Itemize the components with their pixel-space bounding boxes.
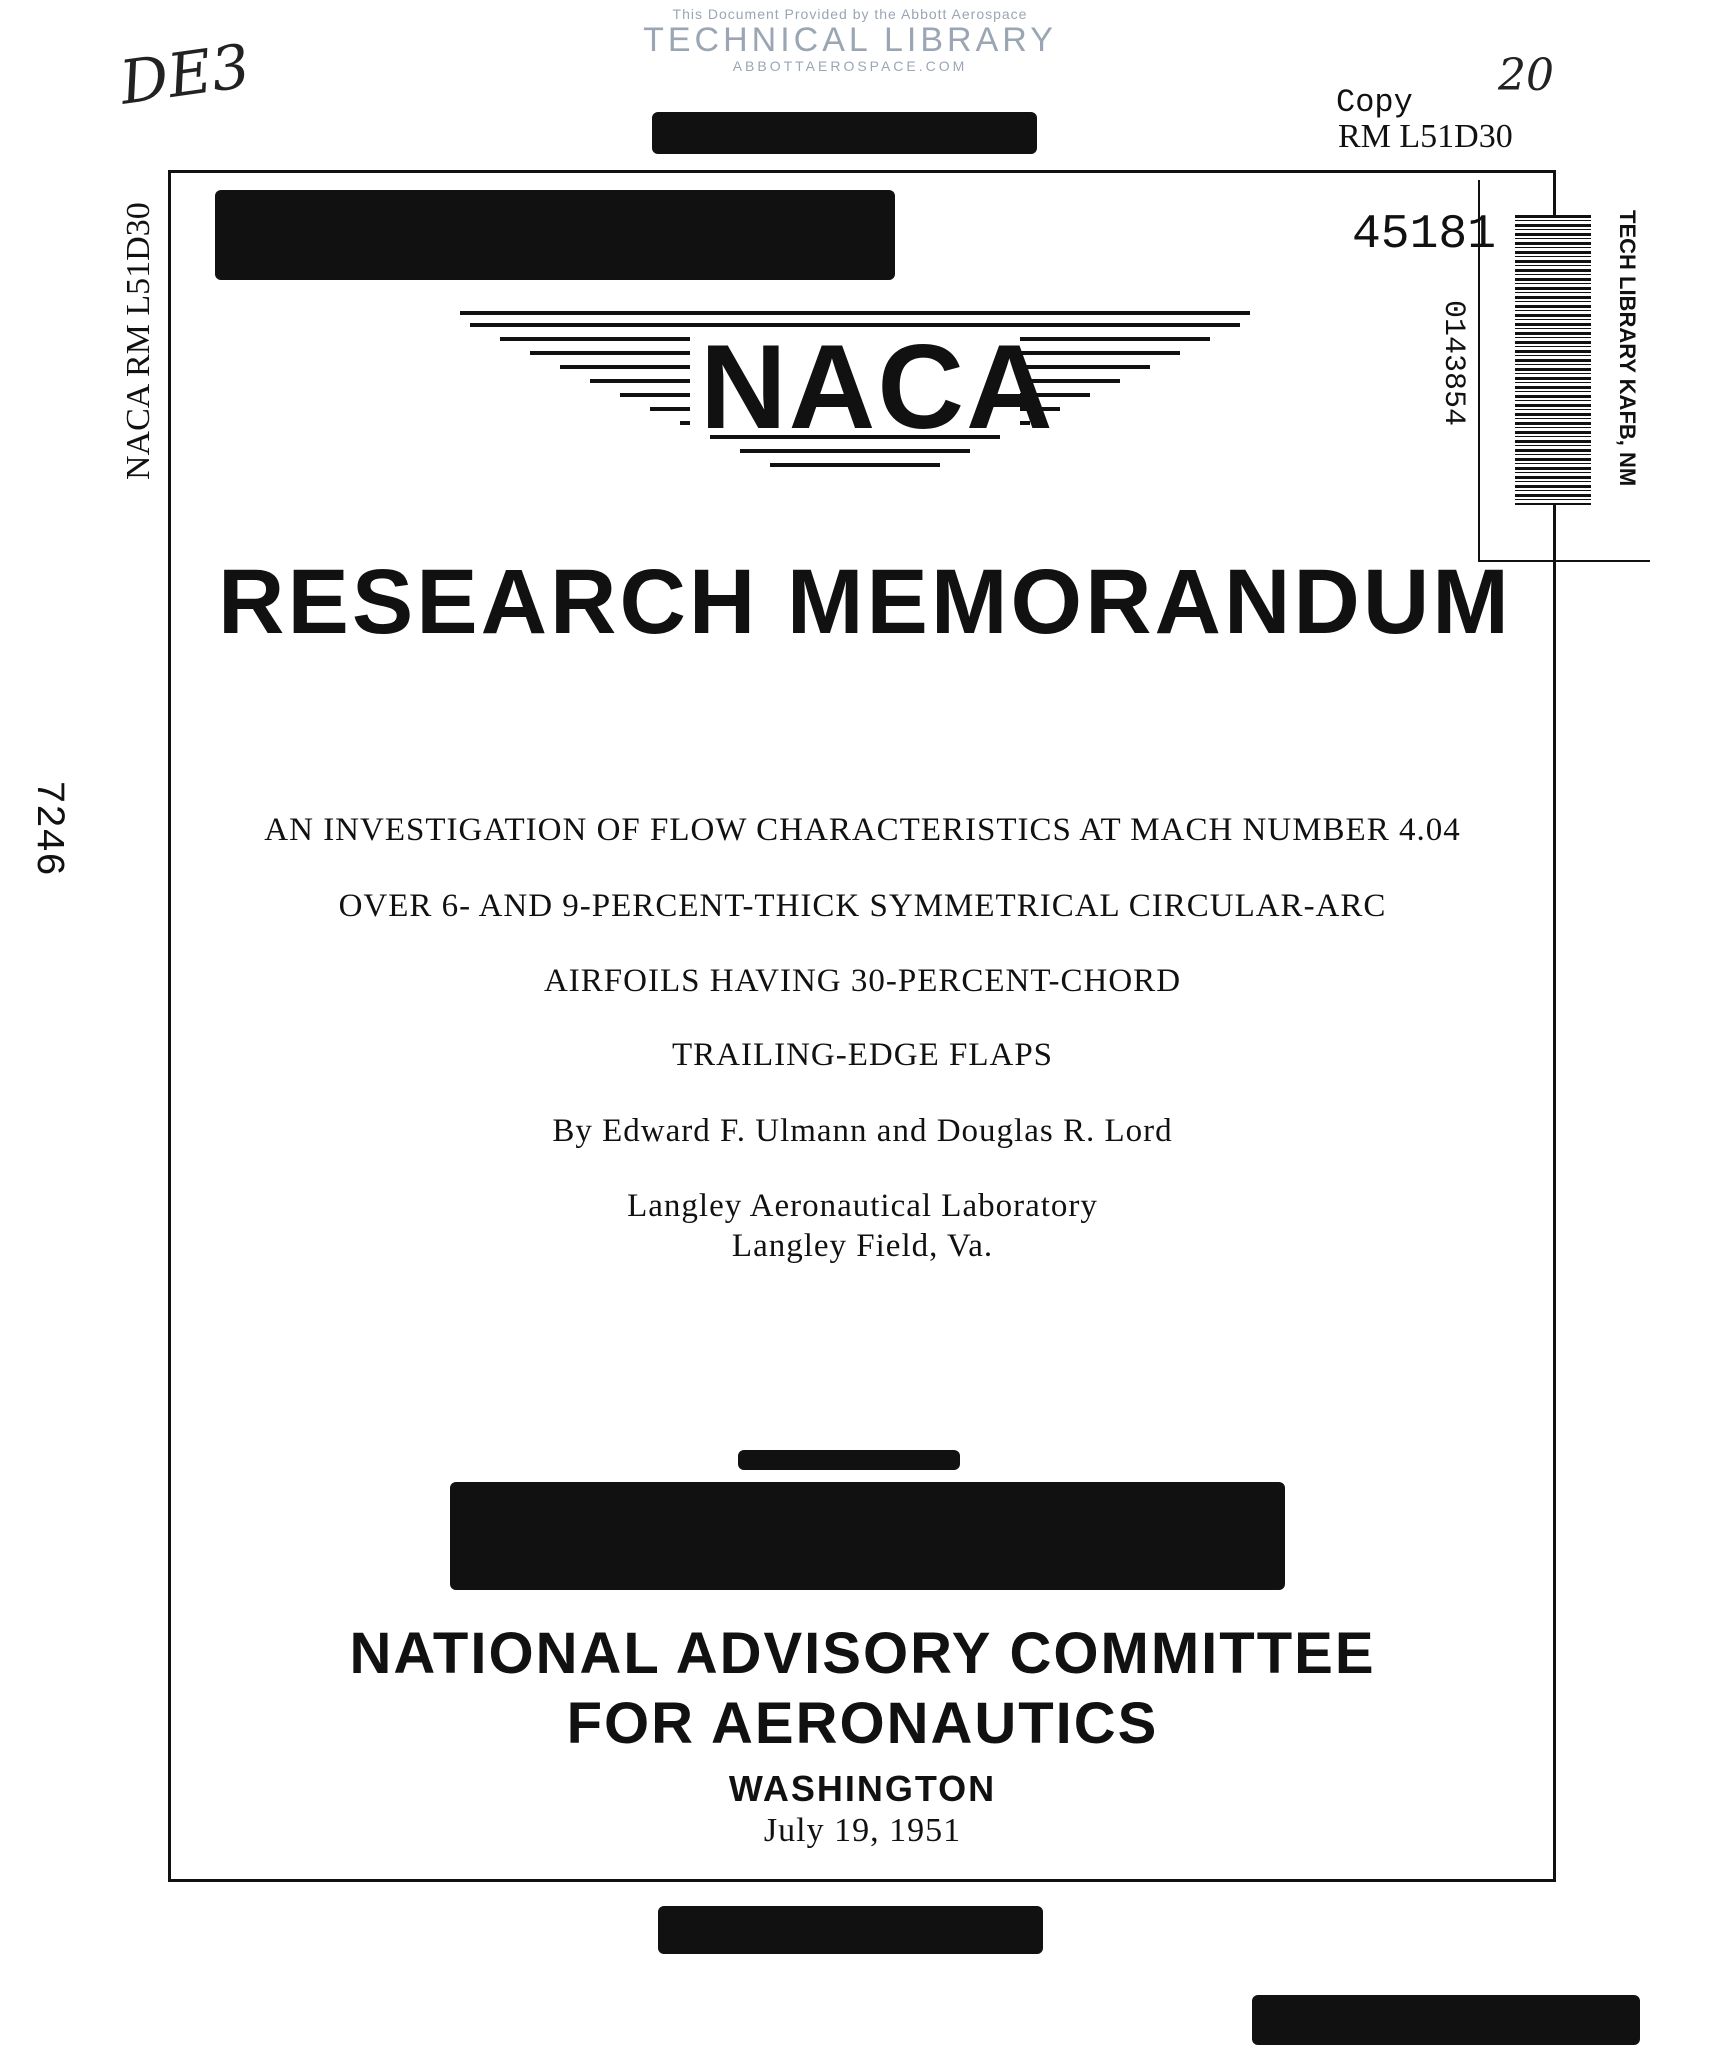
- committee-city: WASHINGTON: [728, 1768, 997, 1809]
- library-stamp-code: 0143854: [1436, 300, 1470, 427]
- redaction-bar-bottom: [658, 1906, 1043, 1954]
- side-report-label: NACA RM L51D30: [120, 202, 157, 480]
- redaction-bar-top: [652, 112, 1037, 154]
- watermark-line2: TECHNICAL LIBRARY: [643, 21, 1057, 59]
- document-type: RESEARCH MEMORANDUM: [218, 551, 1512, 653]
- handwritten-copy-number: 20: [1498, 50, 1554, 101]
- handwritten-mark: DE3: [115, 31, 255, 119]
- committee-name-line-1: NATIONAL ADVISORY COMMITTEE: [349, 1621, 1376, 1686]
- library-watermark: [560, 6, 1140, 74]
- committee-name-line-2: FOR AERONAUTICS: [566, 1691, 1159, 1756]
- library-stamp-name: TECH LIBRARY KAFB, NM: [1615, 210, 1640, 487]
- affiliation-line-2: Langley Field, Va.: [731, 1228, 994, 1264]
- affiliation-line-1: Langley Aeronautical Laboratory: [627, 1188, 1098, 1224]
- authors: By Edward F. Ulmann and Douglas R. Lord: [552, 1113, 1173, 1149]
- title-line-3: AIRFOILS HAVING 30-PERCENT-CHORD: [543, 963, 1182, 999]
- watermark-line3: ABBOTTAEROSPACE.COM: [732, 58, 968, 74]
- title-line-2: OVER 6- AND 9-PERCENT-THICK SYMMETRICAL CIRCULAR-ARC: [338, 888, 1387, 924]
- redaction-bar-corner: [1252, 1995, 1640, 2045]
- watermark-line1: This Document Provided by the Abbott Aerospace: [672, 6, 1028, 22]
- report-number: RM L51D30: [1338, 118, 1513, 155]
- naca-logo-text: NACA: [700, 320, 1055, 454]
- title-line-4: TRAILING-EDGE FLAPS: [671, 1037, 1054, 1073]
- title-line-1: AN INVESTIGATION OF FLOW CHARACTERISTICS AT MACH NUMBER 4.04: [264, 812, 1461, 848]
- copy-label: Copy: [1336, 84, 1413, 121]
- stamp-number: 45181: [1352, 208, 1497, 262]
- side-number: 7246: [25, 780, 70, 877]
- barcode: [1515, 215, 1591, 505]
- publication-date: July 19, 1951: [763, 1812, 962, 1849]
